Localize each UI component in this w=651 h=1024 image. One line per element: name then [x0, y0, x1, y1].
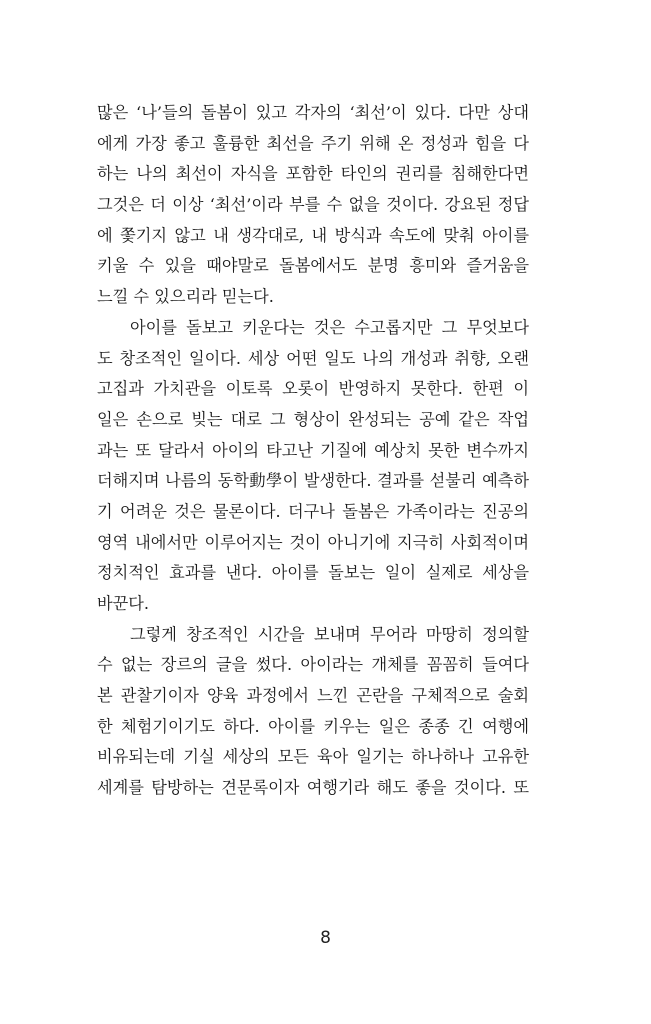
text-line: 키울 수 있을 때야말로 돌봄에서도 분명 흥미와 즐거움을 — [97, 256, 529, 276]
text-line: 많은 ‘나’들의 돌봄이 있고 각자의 ‘최선’이 있다. 다만 상대 — [97, 103, 529, 122]
text-line: 느낄 수 있으리라 믿는다. — [97, 287, 274, 307]
paragraph — [97, 98, 529, 313]
text-line: 세계를 탐방하는 견문록이자 여행기라 해도 좋을 것이다. 또 — [97, 778, 529, 798]
text-line: 비유되는데 기실 세상의 모든 육아 일기는 하나하나 고유한 — [97, 747, 529, 767]
text-line: 하는 나의 최선이 자식을 포함한 타인의 권리를 침해한다면 — [97, 164, 529, 184]
paragraph — [97, 313, 529, 620]
text-line: 수 없는 장르의 글을 썼다. 아이라는 개체를 꼼꼼히 들여다 — [97, 655, 529, 675]
text-line: 그것은 더 이상 ‘최선’이라 부를 수 없을 것이다. 강요된 정답 — [97, 195, 529, 215]
text-line: 기 어려운 것은 물론이다. 더구나 돌봄은 가족이라는 진공의 — [97, 501, 529, 521]
text-line: 에게 가장 좋고 훌륭한 최선을 주기 위해 온 정성과 힘을 다 — [97, 133, 529, 153]
body-text — [97, 98, 529, 804]
page-number: 8 — [320, 928, 331, 948]
text-line: 일은 손으로 빚는 대로 그 형상이 완성되는 공예 같은 작업 — [97, 409, 529, 429]
paragraph — [97, 620, 529, 804]
text-line: 아이를 돌보고 키운다는 것은 수고롭지만 그 무엇보다 — [130, 317, 529, 337]
text-line: 에 쫓기지 않고 내 생각대로, 내 방식과 속도에 맞춰 아이를 — [97, 225, 529, 245]
text-line: 영역 내에서만 이루어지는 것이 아니기에 지극히 사회적이며 — [97, 532, 529, 552]
text-line: 그렇게 창조적인 시간을 보내며 무어라 마땅히 정의할 — [130, 624, 529, 644]
text-line: 도 창조적인 일이다. 세상 어떤 일도 나의 개성과 취향, 오랜 — [97, 348, 529, 368]
text-line: 더해지며 나름의 동학動學이 발생한다. 결과를 섣불리 예측하 — [97, 471, 529, 491]
text-line: 한 체험기이기도 하다. 아이를 키우는 일은 종종 긴 여행에 — [97, 716, 529, 736]
text-line: 고집과 가치관을 이토록 오롯이 반영하지 못한다. 한편 이 — [97, 379, 529, 399]
text-line: 본 관찰기이자 양육 과정에서 느낀 곤란을 구체적으로 술회 — [97, 686, 529, 706]
text-line: 정치적인 효과를 낸다. 아이를 돌보는 일이 실제로 세상을 — [97, 563, 529, 583]
text-line: 과는 또 달라서 아이의 타고난 기질에 예상치 못한 변수까지 — [97, 440, 529, 460]
text-line: 바꾼다. — [97, 594, 150, 613]
